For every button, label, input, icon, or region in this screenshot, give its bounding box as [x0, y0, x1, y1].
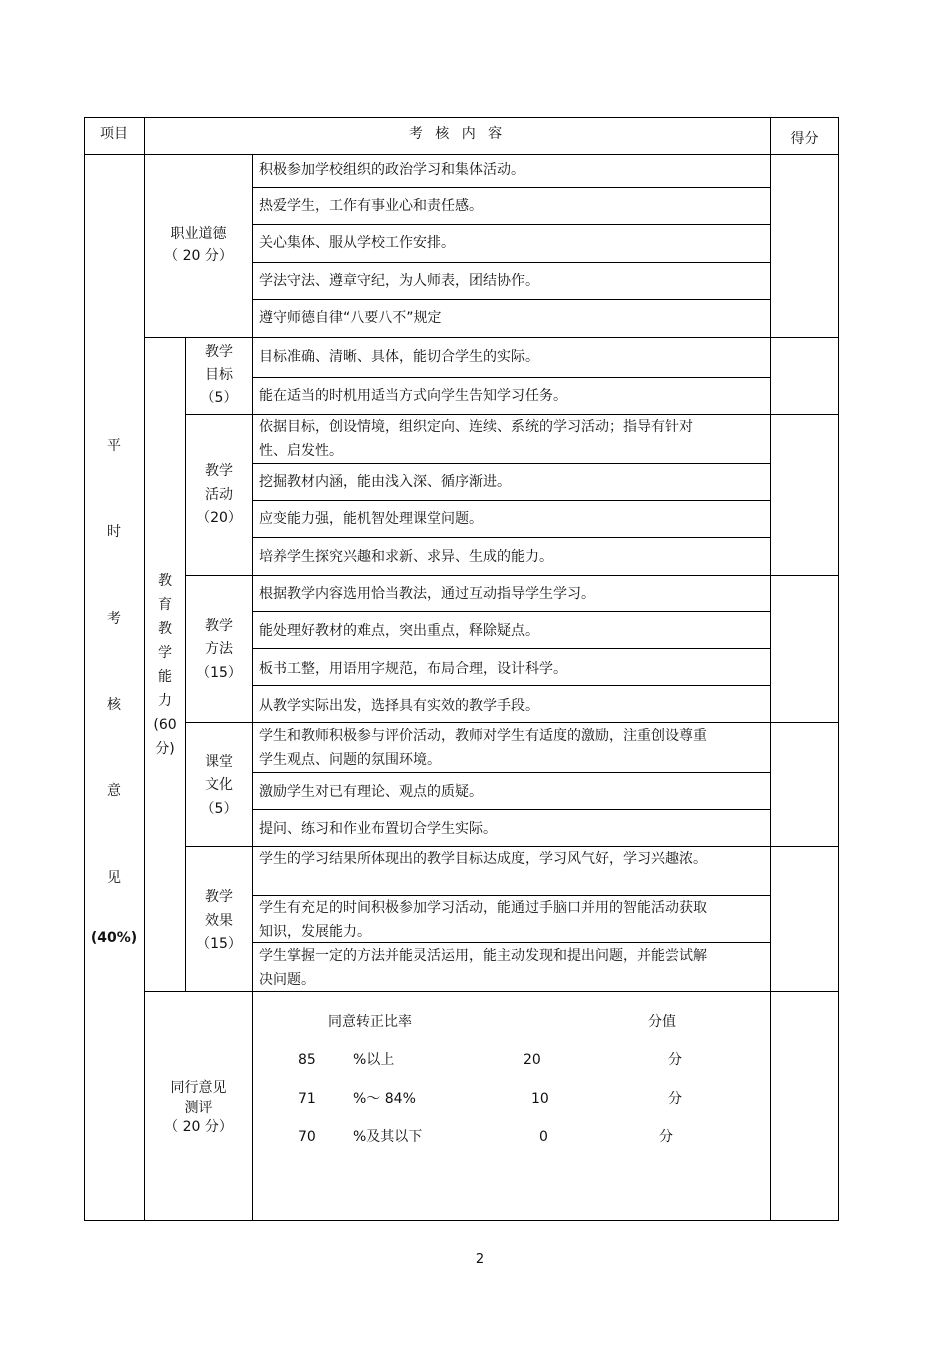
ability-points: (60 [153, 717, 177, 733]
criterion-item: 挖掘教材内涵，能由浅入深、循序渐进。 [259, 474, 511, 490]
peer-rate-num: 70 [298, 1129, 316, 1145]
criterion-item: 学法守法、遵章守纪，为人师表，团结协作。 [259, 273, 539, 289]
group-points: （20） [196, 510, 242, 526]
ethics-title: 职业道德 [170, 226, 227, 242]
group-points: （15） [196, 936, 242, 952]
row-divider [252, 299, 771, 300]
row-divider [252, 772, 771, 773]
peer-title: 同行意见 [170, 1080, 227, 1096]
section-char: 核 [107, 697, 121, 713]
criterion-item: 关心集体、服从学校工作安排。 [259, 235, 455, 251]
criterion-item: 学生掌握一定的方法并能灵活运用，能主动发现和提出问题，并能尝试解决问题。 [259, 948, 707, 988]
group-label: 活动 [205, 487, 233, 503]
header-content: 考 核 内 容 [408, 126, 507, 142]
row-divider [252, 648, 771, 649]
criterion-item: 培养学生探究兴趣和求新、求异、生成的能力。 [259, 549, 553, 565]
criterion-item: 学生有充足的时间积极参加学习活动，能通过手脑口并用的智能活动获取知识，发展能力。 [259, 900, 707, 940]
ability-char: 学 [158, 645, 172, 661]
criterion-item: 应变能力强，能机智处理课堂问题。 [259, 511, 483, 527]
header-divider [84, 154, 839, 155]
row-divider [252, 809, 771, 810]
ability-char: 教 [158, 573, 172, 589]
row-divider [252, 500, 771, 501]
ethics-points: （ 20 分） [164, 248, 233, 264]
ability-char: 能 [158, 669, 172, 685]
row-divider [252, 463, 771, 464]
ability-char: 育 [158, 597, 172, 613]
header-project: 项目 [100, 126, 128, 142]
row-divider [252, 611, 771, 612]
ability-points: 分) [155, 741, 175, 757]
section-char: 意 [107, 783, 121, 799]
group-label: 方法 [205, 641, 233, 657]
row-divider [252, 224, 771, 225]
criterion-item: 热爱学生，工作有事业心和责任感。 [259, 198, 483, 214]
header-score: 得分 [790, 131, 819, 147]
section-char: 考 [107, 611, 121, 627]
criterion-item: 提问、练习和作业布置切合学生实际。 [259, 821, 497, 837]
row-divider [252, 537, 771, 538]
criterion-item: 学生和教师积极参与评价活动，教师对学生有适度的激励，注重创设尊重学生观点、问题的氛围环境。 [259, 728, 707, 768]
group-label: 教学 [205, 889, 233, 905]
criterion-item: 激励学生对已有理论、观点的质疑。 [259, 784, 483, 800]
group-label: 课堂 [205, 754, 233, 770]
row-divider [252, 262, 771, 263]
peer-score-unit: 分 [659, 1129, 673, 1145]
peer-rate-range: %及其以下 [353, 1129, 423, 1145]
table-border-right [838, 117, 839, 1221]
criterion-item: 根据教学内容选用恰当教法，通过互动指导学生学习。 [259, 586, 595, 602]
peer-rate-num: 71 [298, 1091, 316, 1107]
row-divider [252, 187, 771, 188]
table-border-bottom [84, 1220, 839, 1221]
ability-char: 教 [158, 621, 172, 637]
page-number: 2 [475, 1252, 485, 1267]
table-border-top [84, 117, 839, 118]
group-label: 教学 [205, 618, 233, 634]
group-divider-3 [185, 722, 839, 723]
criterion-item: 遵守师德自律“八要八不”规定 [259, 310, 442, 326]
peer-points: （ 20 分） [164, 1119, 233, 1135]
col-divider-score [770, 117, 771, 1221]
col-divider-category [252, 154, 253, 1221]
group-points: （5） [200, 801, 238, 817]
criterion-item: 能在适当的时机用适当方式向学生告知学习任务。 [259, 388, 567, 404]
section-char: 时 [107, 524, 121, 540]
peer-col-rate: 同意转正比率 [328, 1014, 412, 1030]
criterion-item: 学生的学习结果所体现出的教学目标达成度，学习风气好，学习兴趣浓。 [259, 851, 707, 867]
group-label: 教学 [205, 344, 233, 360]
criterion-item: 积极参加学校组织的政治学习和集体活动。 [259, 162, 525, 178]
section-weight: (40%) [90, 930, 138, 946]
criterion-item: 依据目标，创设情境，组织定向、连续、系统的学习活动；指导有针对性、启发性。 [259, 419, 693, 459]
peer-score-value: 0 [539, 1129, 548, 1145]
criterion-item: 目标准确、清晰、具体，能切合学生的实际。 [259, 349, 539, 365]
row-divider [252, 685, 771, 686]
group-label: 教学 [205, 463, 233, 479]
peer-rate-range: %以上 [353, 1052, 395, 1068]
peer-score-unit: 分 [668, 1052, 682, 1068]
peer-rate-range: %～ 84% [353, 1091, 416, 1107]
group-label: 目标 [205, 367, 233, 383]
group-divider-2 [185, 575, 839, 576]
peer-col-value: 分值 [648, 1014, 676, 1030]
row-divider [252, 377, 771, 378]
group-points: （5） [200, 390, 238, 406]
peer-score-value: 20 [523, 1052, 541, 1068]
criterion-item: 能处理好教材的难点，突出重点，释除疑点。 [259, 623, 539, 639]
ability-char: 力 [158, 693, 172, 709]
criterion-item: 从教学实际出发，选择具有实效的教学手段。 [259, 698, 539, 714]
section-char: 平 [107, 438, 121, 454]
group-label: 文化 [205, 777, 233, 793]
peer-score-value: 10 [531, 1091, 549, 1107]
peer-title: 测评 [184, 1100, 213, 1116]
section-char: 见 [107, 870, 121, 886]
peer-rate-num: 85 [298, 1052, 316, 1068]
group-label: 效果 [205, 913, 233, 929]
ethics-bottom-border [144, 337, 839, 338]
group-points: （15） [196, 665, 242, 681]
peer-score-unit: 分 [668, 1091, 682, 1107]
table-border-left [84, 117, 85, 1221]
criterion-item: 板书工整，用语用字规范，布局合理，设计科学。 [259, 661, 567, 677]
